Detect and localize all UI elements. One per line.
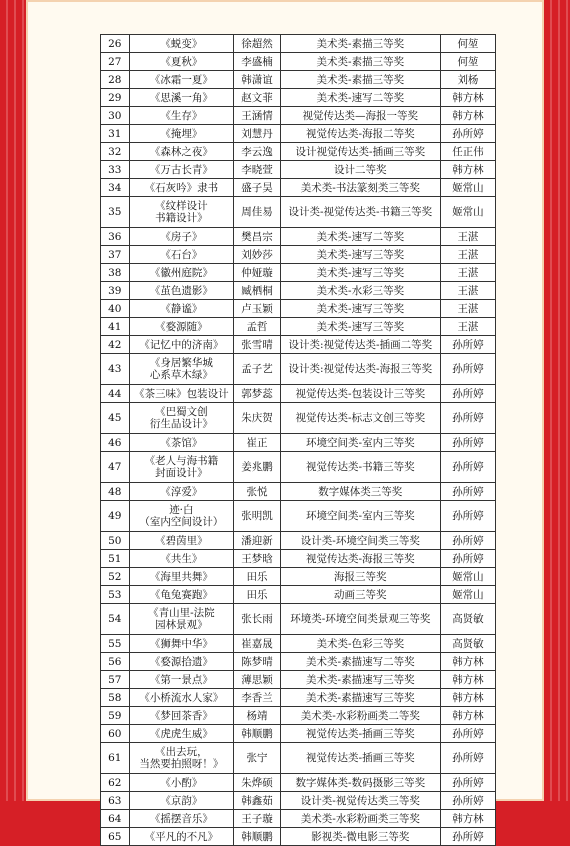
table-row [101,810,496,828]
row-number-cell: 29 [101,89,130,107]
student-name-cell: 盛子昊 [234,179,280,197]
row-number-cell: 40 [101,300,130,318]
award-cell: 视觉传达类-插画三等奖 [280,725,440,743]
student-name-cell: 韩顺鹏 [234,828,280,846]
table-row [101,653,496,671]
teacher-cell: 韩方林 [440,707,495,725]
work-title-line: 书籍设计》 [155,212,208,224]
work-title-line: 《老人与海书籍 [144,455,219,467]
awards-table-body [101,35,496,846]
award-cell: 视觉传达类-海报三等奖 [280,550,440,568]
table-row [101,89,496,107]
work-title-line: 《虎虎生威》 [149,727,213,740]
teacher-cell: 韩方林 [440,653,495,671]
student-name-cell: 韩顺鹏 [234,725,280,743]
work-title-cell [129,264,234,282]
work-title-line: 《森林之夜》 [149,145,213,158]
work-title-line: 《巴蜀文创 [155,406,208,418]
work-title-cell [129,246,234,264]
student-name-cell: 王子璇 [234,810,280,828]
award-cell: 设计类:视觉传达类-插画二等奖 [280,336,440,354]
work-title-line: 《思溪一角》 [149,91,213,104]
teacher-cell: 王湛 [440,300,495,318]
award-cell: 视觉传达类-海报二等奖 [280,125,440,143]
table-row [101,532,496,550]
work-title-line: 《狮舞中华》 [149,637,213,650]
award-cell: 海报三等奖 [280,568,440,586]
student-name-cell: 郭梦蕊 [234,385,280,403]
table-row [101,568,496,586]
work-title-line: 《石灰吟》隶书 [144,181,219,194]
table-row [101,53,496,71]
student-name-cell: 朱烨硕 [234,774,280,792]
table-row [101,604,496,635]
work-title-cell [129,179,234,197]
work-title-cell [129,89,234,107]
award-cell: 视觉传达类—海报一等奖 [280,107,440,125]
work-title-cell [129,452,234,483]
table-row [101,228,496,246]
row-number-cell: 47 [101,452,130,483]
row-number-cell: 59 [101,707,130,725]
award-cell: 环境空间类-室内三等奖 [280,434,440,452]
row-number-cell: 36 [101,228,130,246]
teacher-cell: 孙所婷 [440,792,495,810]
table-row [101,671,496,689]
teacher-cell: 孙所婷 [440,434,495,452]
student-name-cell: 赵文菲 [234,89,280,107]
student-name-cell: 徐超然 [234,35,280,53]
row-number-cell: 46 [101,434,130,452]
row-number-cell: 31 [101,125,130,143]
work-title-cell [129,53,234,71]
table-row [101,743,496,774]
work-title-line: 《小酌》 [160,776,203,789]
student-name-cell: 张长雨 [234,604,280,635]
work-title-line: 《茶三味》包装设计 [134,387,229,400]
teacher-cell: 姬常山 [440,568,495,586]
work-title-line: 《婺源随》 [155,320,208,333]
student-name-cell: 李云逸 [234,143,280,161]
award-cell: 设计视觉传达类-插画三等奖 [280,143,440,161]
work-title-cell [129,403,234,434]
award-cell: 设计类-视觉传达类-书籍三等奖 [280,197,440,228]
award-cell: 美术类-速写三等奖 [280,318,440,336]
student-name-cell: 张雪晴 [234,336,280,354]
student-name-cell: 张悦 [234,483,280,501]
student-name-cell: 崔正 [234,434,280,452]
award-cell: 美术类-速写二等奖 [280,89,440,107]
table-row [101,586,496,604]
award-cell: 美术类-书法篆刻类三等奖 [280,179,440,197]
student-name-cell: 李香兰 [234,689,280,707]
row-number-cell: 26 [101,35,130,53]
table-row [101,179,496,197]
table-row [101,246,496,264]
work-title-line: 心系草木绿》 [149,369,213,381]
teacher-cell: 何堃 [440,35,495,53]
work-title-cell [129,532,234,550]
work-title-line: 迹·白 [169,504,194,516]
work-title-line: 《纹样设计 [155,200,208,212]
row-number-cell: 27 [101,53,130,71]
table-row [101,336,496,354]
work-title-cell [129,653,234,671]
student-name-cell: 王涵情 [234,107,280,125]
work-title-cell [129,434,234,452]
work-title-line: 《婺源拾遗》 [149,655,213,668]
work-title-line: 《蜕变》 [160,37,203,50]
student-name-cell: 樊昌宗 [234,228,280,246]
award-cell: 美术类-色彩三等奖 [280,635,440,653]
work-title-line: 《茧色遗影》 [149,284,213,297]
row-number-cell: 44 [101,385,130,403]
table-row [101,434,496,452]
teacher-cell: 韩方林 [440,689,495,707]
table-row [101,197,496,228]
student-name-cell: 仲娅璇 [234,264,280,282]
table-row [101,71,496,89]
award-cell: 数字媒体类三等奖 [280,483,440,501]
work-title-cell [129,604,234,635]
row-number-cell: 60 [101,725,130,743]
table-row [101,300,496,318]
table-row [101,452,496,483]
teacher-cell: 孙所婷 [440,774,495,792]
table-row [101,828,496,846]
award-cell: 美术类-素描三等奖 [280,35,440,53]
award-cell: 美术类-素描速写三等奖 [280,671,440,689]
award-cell: 视觉传达类-标志文创三等奖 [280,403,440,434]
table-row [101,403,496,434]
row-number-cell: 65 [101,828,130,846]
row-number-cell: 64 [101,810,130,828]
work-title-cell [129,707,234,725]
work-title-line: 园林景观》 [155,619,208,631]
award-cell: 美术类-素描速写三等奖 [280,689,440,707]
teacher-cell: 孙所婷 [440,501,495,532]
work-title-cell [129,282,234,300]
row-number-cell: 48 [101,483,130,501]
row-number-cell: 58 [101,689,130,707]
table-row [101,707,496,725]
work-title-cell [129,774,234,792]
work-title-line: 《小桥流水人家》 [139,691,224,704]
row-number-cell: 42 [101,336,130,354]
award-cell: 动画三等奖 [280,586,440,604]
work-title-cell [129,35,234,53]
work-title-cell [129,810,234,828]
row-number-cell: 63 [101,792,130,810]
teacher-cell: 韩方林 [440,810,495,828]
work-title-cell [129,143,234,161]
row-number-cell: 28 [101,71,130,89]
work-title-cell [129,197,234,228]
work-title-cell [129,671,234,689]
work-title-line: 《掩埋》 [160,127,203,140]
work-title-cell [129,354,234,385]
teacher-cell: 王湛 [440,246,495,264]
student-name-cell: 卢玉颖 [234,300,280,318]
row-number-cell: 32 [101,143,130,161]
award-cell: 环境类-环境空间类景观三等奖 [280,604,440,635]
teacher-cell: 韩方林 [440,161,495,179]
teacher-cell: 孙所婷 [440,550,495,568]
teacher-cell: 孙所婷 [440,725,495,743]
work-title-cell [129,743,234,774]
row-number-cell: 50 [101,532,130,550]
work-title-cell [129,725,234,743]
work-title-line: 《摇摆音乐》 [149,812,213,825]
teacher-cell: 孙所婷 [440,743,495,774]
work-title-cell [129,483,234,501]
row-number-cell: 62 [101,774,130,792]
award-cell: 视觉传达类-书籍三等奖 [280,452,440,483]
teacher-cell: 王湛 [440,318,495,336]
teacher-cell: 王湛 [440,228,495,246]
award-cell: 美术类-速写三等奖 [280,264,440,282]
work-title-line: 《青山里-法院 [148,607,215,619]
row-number-cell: 49 [101,501,130,532]
student-name-cell: 陈梦晴 [234,653,280,671]
work-title-cell [129,125,234,143]
work-title-line: 《淳爱》 [160,485,203,498]
work-title-line: 《石台》 [160,248,203,261]
student-name-cell: 朱庆贺 [234,403,280,434]
teacher-cell: 孙所婷 [440,532,495,550]
table-row [101,282,496,300]
student-name-cell: 李盛楠 [234,53,280,71]
row-number-cell: 38 [101,264,130,282]
work-title-cell [129,336,234,354]
student-name-cell: 薄思颖 [234,671,280,689]
work-title-line: 《徽州庭院》 [149,266,213,279]
row-number-cell: 52 [101,568,130,586]
teacher-cell: 高贤敏 [440,604,495,635]
work-title-line: 《记忆中的济南》 [139,338,224,351]
award-cell: 美术类-水彩粉画类二等奖 [280,707,440,725]
work-title-line: 当然要拍照呀！》 [139,758,224,770]
student-name-cell: 张明凯 [234,501,280,532]
row-number-cell: 56 [101,653,130,671]
work-title-line: 《梦回茶香》 [149,709,213,722]
table-row [101,161,496,179]
work-title-cell [129,689,234,707]
student-name-cell: 潘迎新 [234,532,280,550]
work-title-cell [129,550,234,568]
table-row [101,725,496,743]
teacher-cell: 韩方林 [440,671,495,689]
teacher-cell: 王湛 [440,264,495,282]
row-number-cell: 55 [101,635,130,653]
work-title-line: 《生存》 [160,109,203,122]
row-number-cell: 61 [101,743,130,774]
row-number-cell: 37 [101,246,130,264]
teacher-cell: 姬常山 [440,586,495,604]
table-row [101,501,496,532]
table-row [101,550,496,568]
work-title-line: 《共生》 [160,552,203,565]
work-title-cell [129,501,234,532]
teacher-cell: 孙所婷 [440,354,495,385]
work-title-cell [129,586,234,604]
student-name-cell: 臧栖桐 [234,282,280,300]
work-title-line: 《夏秋》 [160,55,203,68]
award-cell: 影视类-微电影三等奖 [280,828,440,846]
table-row [101,483,496,501]
row-number-cell: 41 [101,318,130,336]
award-cell: 美术类-素描三等奖 [280,71,440,89]
work-title-line: 《身居繁华城 [149,357,213,369]
award-cell: 美术类-速写三等奖 [280,300,440,318]
student-name-cell: 孟子艺 [234,354,280,385]
teacher-cell: 高贤敏 [440,635,495,653]
award-cell: 视觉传达类-包装设计三等奖 [280,385,440,403]
student-name-cell: 刘慧丹 [234,125,280,143]
work-title-cell [129,107,234,125]
work-title-cell [129,161,234,179]
teacher-cell: 韩方林 [440,89,495,107]
work-title-cell [129,635,234,653]
table-row [101,35,496,53]
table-row [101,143,496,161]
table-row [101,774,496,792]
work-title-cell [129,568,234,586]
work-title-line: 《房子》 [160,230,203,243]
teacher-cell: 任正伟 [440,143,495,161]
student-name-cell: 孟哲 [234,318,280,336]
row-number-cell: 30 [101,107,130,125]
work-title-line: 《海里共舞》 [149,570,213,583]
student-name-cell: 田乐 [234,586,280,604]
award-cell: 美术类-素描三等奖 [280,53,440,71]
student-name-cell: 韩潇谊 [234,71,280,89]
work-title-line: 《万古长青》 [149,163,213,176]
table-row [101,385,496,403]
work-title-cell [129,71,234,89]
award-cell: 视觉传达类-插画三等奖 [280,743,440,774]
work-title-cell [129,828,234,846]
teacher-cell: 何堃 [440,53,495,71]
student-name-cell: 田乐 [234,568,280,586]
work-title-cell [129,385,234,403]
table-row [101,264,496,282]
teacher-cell: 孙所婷 [440,336,495,354]
teacher-cell: 韩方林 [440,107,495,125]
awards-table [100,34,496,846]
teacher-cell: 王湛 [440,282,495,300]
teacher-cell: 姬常山 [440,179,495,197]
work-title-line: 《冰霜一夏》 [149,73,213,86]
work-title-line: 《京韵》 [160,794,203,807]
work-title-line: 封面设计》 [155,467,208,479]
work-title-line: （室内空间设计） [139,516,224,528]
work-title-cell [129,318,234,336]
table-row [101,689,496,707]
work-title-line: 《茶馆》 [160,436,203,449]
work-title-line: 衍生品设计》 [149,418,213,430]
award-cell: 美术类-水彩粉画类三等奖 [280,810,440,828]
teacher-cell: 刘杨 [440,71,495,89]
work-title-line: 《第一景点》 [149,673,213,686]
student-name-cell: 刘妙莎 [234,246,280,264]
award-cell: 设计二等奖 [280,161,440,179]
row-number-cell: 33 [101,161,130,179]
teacher-cell: 孙所婷 [440,452,495,483]
work-title-line: 《平凡的不凡》 [144,830,219,843]
student-name-cell: 王梦晗 [234,550,280,568]
work-title-cell [129,300,234,318]
row-number-cell: 34 [101,179,130,197]
award-cell: 美术类-速写三等奖 [280,246,440,264]
work-title-line: 《碧茵里》 [155,534,208,547]
row-number-cell: 57 [101,671,130,689]
table-row [101,107,496,125]
award-cell: 美术类-速写二等奖 [280,228,440,246]
student-name-cell: 张宁 [234,743,280,774]
student-name-cell: 崔嘉晟 [234,635,280,653]
row-number-cell: 35 [101,197,130,228]
row-number-cell: 53 [101,586,130,604]
work-title-line: 《出去玩， [155,746,208,758]
award-cell: 设计类-环境空间类三等奖 [280,532,440,550]
row-number-cell: 51 [101,550,130,568]
award-cell: 设计类-视觉传达类三等奖 [280,792,440,810]
table-row [101,318,496,336]
award-cell: 美术类-素描速写二等奖 [280,653,440,671]
teacher-cell: 孙所婷 [440,385,495,403]
row-number-cell: 45 [101,403,130,434]
award-cell: 环境空间类-室内三等奖 [280,501,440,532]
table-row [101,354,496,385]
student-name-cell: 李晓萱 [234,161,280,179]
award-cell: 数字媒体类-数码摄影三等奖 [280,774,440,792]
award-cell: 设计类:视觉传达类-海报三等奖 [280,354,440,385]
teacher-cell: 孙所婷 [440,483,495,501]
table-row [101,635,496,653]
teacher-cell: 孙所婷 [440,125,495,143]
row-number-cell: 39 [101,282,130,300]
student-name-cell: 姜兆鹏 [234,452,280,483]
teacher-cell: 孙所婷 [440,403,495,434]
work-title-line: 《龟兔赛跑》 [149,588,213,601]
work-title-cell [129,228,234,246]
row-number-cell: 43 [101,354,130,385]
teacher-cell: 孙所婷 [440,828,495,846]
student-name-cell: 周佳易 [234,197,280,228]
teacher-cell: 姬常山 [440,197,495,228]
work-title-line: 《静谧》 [160,302,203,315]
table-row [101,125,496,143]
row-number-cell: 54 [101,604,130,635]
student-name-cell: 韩鑫茹 [234,792,280,810]
student-name-cell: 杨靖 [234,707,280,725]
award-cell: 美术类-水彩三等奖 [280,282,440,300]
